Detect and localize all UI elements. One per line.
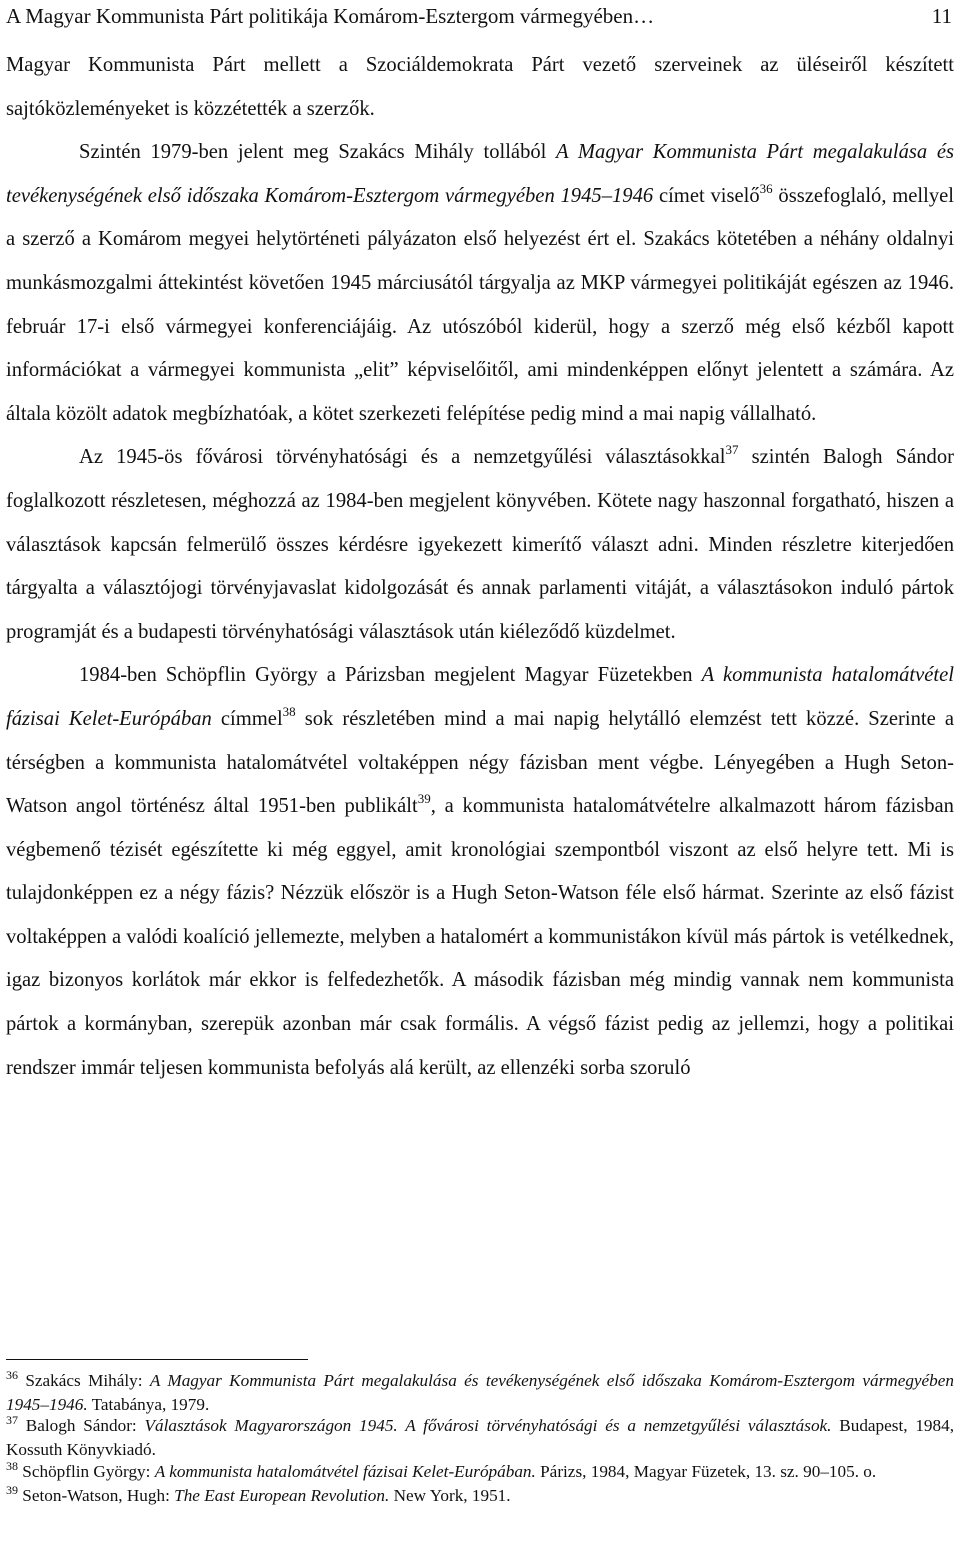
footnote-reference: 37 xyxy=(725,442,739,458)
text-run: 1984-ben Schöpflin György a Párizsban megjelent Magyar Füzetekben xyxy=(79,664,702,687)
paragraph xyxy=(6,436,954,654)
italic-title: Választások Magyarországon 1945. A fővárosi törvényhatósági és a nemzetgyűlési választások. xyxy=(144,1416,832,1436)
text-run: összefoglaló, mellyel a szerző a Komárom megyei helytörténeti pályázaton első helyezést ért el. Szakács kötetében a néhány oldalnyi munkásmozgalmi áttekintést követően 1945 márciusától tárgyalja az MKP vármegyei politikáját egészen az 1946. február 17-i első vármegyei konferenciájáig. Az utószóból kiderül, hogy a szerző még első kézből kapott információkat a vármegyei kommunista „elit” képviselőitől, ami mindenképpen előnyt jelentett a számára. Az általa közölt adatok megbízhatóak, a kötet szerkezeti felépítése pedig mind a mai napig vállalható. xyxy=(6,184,955,425)
text-run: Tatabánya, 1979. xyxy=(87,1394,210,1414)
italic-title: A Magyar Kommunista Párt megalakulása és tevékenységének első időszaka Komárom-Esztergom vármegyében 1945–1946. xyxy=(6,1371,954,1414)
text-run: címmel xyxy=(211,707,283,730)
footnote-number: 38 xyxy=(6,1458,18,1473)
footnote-reference: 39 xyxy=(417,791,431,807)
paragraph xyxy=(6,44,954,131)
italic-title: The East European Revolution. xyxy=(174,1485,390,1505)
running-header xyxy=(6,2,952,30)
running-header-title: A Magyar Kommunista Párt politikája Komárom-Esztergom vármegyében… xyxy=(6,4,655,28)
paragraph xyxy=(6,131,954,436)
text-run: Szakács Mihály: xyxy=(18,1371,150,1390)
text-run: Szintén 1979-ben jelent meg Szakács Mihály tollából xyxy=(79,141,557,164)
body-text xyxy=(6,44,954,1090)
footnote-number: 37 xyxy=(6,1413,18,1428)
footnote xyxy=(6,1458,954,1485)
footnote-number: 36 xyxy=(6,1368,18,1382)
footnote-reference: 36 xyxy=(759,180,773,196)
footnote-number: 39 xyxy=(6,1482,18,1497)
italic-title: A kommunista hatalomátvétel fázisai Kelet-Európában xyxy=(6,664,954,730)
footnote xyxy=(6,1482,954,1509)
footnote xyxy=(6,1370,954,1415)
text-run: Balogh Sándor: xyxy=(18,1416,145,1436)
text-run: Schöpflin György: xyxy=(18,1461,155,1481)
footnote-separator xyxy=(6,1359,308,1360)
text-run: szintén Balogh Sándor foglalkozott részletesen, méghozzá az 1984-ben megjelent könyvében. Kötete nagy haszonnal forgatható, hiszen a választások kapcsán felmerülő összes kérdésre igyekezett kimerítő választ adni. Minden részletre kiterjedően tárgyalta a választójogi törvényjavaslat kidolgozását és annak parlamenti vitáját, a választásokon induló pártok programját és a budapesti törvényhatósági választások után kiéleződő küzdelmet. xyxy=(6,446,954,643)
italic-title: A kommunista hatalomátvétel fázisai Kelet-Európában. xyxy=(154,1461,536,1481)
text-run: címet viselő xyxy=(653,184,760,207)
text-run: sok részletében mind a mai napig helytálló elemzést tett közzé. Szerinte a térségben a kommunista hatalomátvétel voltaképpen négy fázisban ment végbe. Lényegében a Hugh Seton-Watson angol történész által 1951-ben publikált xyxy=(6,707,954,818)
footnotes xyxy=(6,1370,954,1508)
text-run: Seton-Watson, Hugh: xyxy=(18,1485,175,1505)
text-run: , a kommunista hatalomátvételre alkalmazott három fázisban végbemenő tézisét egészítette ki még eggyel, amit kronológiai szempontból viszont az első helyre tett. Mi is tulajdonképpen ez a négy fázis? Nézzük először is a Hugh Seton-Watson féle első hármat. Szerinte az első fázist voltaképpen a valódi koalíció jellemezte, melyben a hatalomért a kommunistákon kívül más pártok is vetélkednek, igaz bizonyos korlátok már ekkor is felfedezhetők. A második fázisban még mindig vannak nem kommunista pártok a kormányban, szerepük azonban már csak formális. A végső fázist pedig az jellemzi, hogy a politikai rendszer immár teljesen kommunista befolyás alá került, az ellenzéki sorba szoruló xyxy=(6,795,954,1079)
footnote-reference: 38 xyxy=(282,703,296,719)
text-run: Párizs, 1984, Magyar Füzetek, 13. sz. 90–105. o. xyxy=(535,1461,877,1481)
text-run: New York, 1951. xyxy=(389,1485,511,1505)
page-number: 11 xyxy=(931,4,952,28)
text-run: Budapest, 1984, Kossuth Könyvkiadó. xyxy=(6,1416,955,1460)
text-run: Az 1945-ös fővárosi törvényhatósági és a nemzetgyűlési választásokkal xyxy=(79,446,726,469)
text-run: Magyar Kommunista Párt mellett a Szociáldemokrata Párt vezető szerveinek az üléseiről készített sajtóközleményeket is közzétették a szerzők. xyxy=(6,54,954,120)
paragraph xyxy=(6,654,954,1090)
footnote xyxy=(6,1415,954,1460)
italic-title: A Magyar Kommunista Párt megalakulása és tevékenységének első időszaka Komárom-Esztergom vármegyében 1945–1946 xyxy=(6,141,954,207)
